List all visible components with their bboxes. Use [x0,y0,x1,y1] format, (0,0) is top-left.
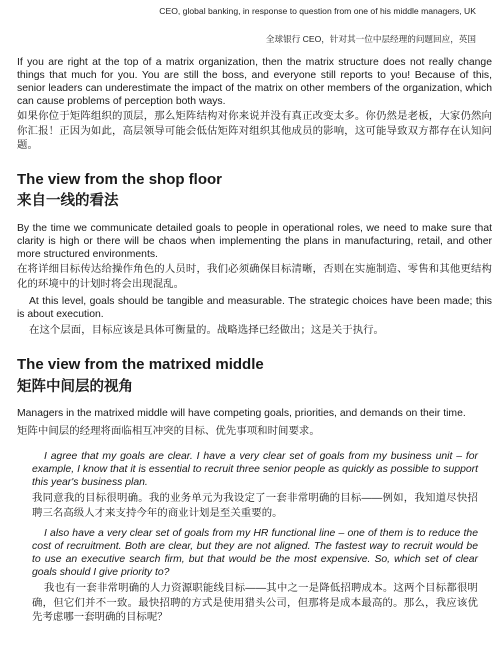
paragraph-en: Managers in the matrixed middle will have competing goals, priorities, and demands on their time. [17,408,466,419]
quote-en: I also have a very clear set of goals from my HR functional line – one of them is to reduce the cost of recruitment. Both are clear, but they are not aligned. The fastest way to recruit would be to use an executive search firm, but that would be the most expensive. So, which set of clear goals should I give priority to? [32,528,478,578]
intro-paragraph-en: If you are right at the top of a matrix organization, then the matrix structure does not really change things that much for you. You are still the boss, and everyone still reports to you! Because of this, senior leaders can underestimate the impact of the matrix on other members of the organization, which can cause problems of perception both ways. [17,57,492,107]
paragraph-zh: 在将详细目标传达给操作角色的人员时，我们必须确保目标清晰，否则在实施制造、零售和其他更结构化的环境中的计划时将会出现混乱。 [17,264,492,290]
paragraph-en: At this level, goals should be tangible and measurable. The strategic choices have been made; this is about execution. [17,296,492,320]
attribution-zh: 全球银行 CEO，针对其一位中层经理的问题回应，英国 [265,34,476,44]
intro-paragraph-zh: 如果你位于矩阵组织的顶层，那么矩阵结构对你来说并没有真正改变太多。你仍然是老板，大家仍然向你汇报！正因为如此，高层领导可能会低估矩阵对组织其他成员的影响，这可能导致双方都存在认知问题。 [17,111,492,151]
section-heading-en: The view from the shop floor [17,171,223,188]
paragraph-zh: 矩阵中间层的经理将面临相互冲突的目标、优先事项和时间要求。 [17,426,320,437]
attribution-en: CEO, global banking, in response to question from one of his middle managers, UK [159,6,476,16]
quote-en: I agree that my goals are clear. I have a very clear set of goals from my business unit – for example, I know that it is essential to recruit three senior people as quickly as possible to support this year's business plan. [32,451,478,488]
section-heading-zh: 来自一线的看法 [17,193,119,209]
quote-zh: 我同意我的目标很明确。我的业务单元为我设定了一套非常明确的目标——例如，我知道尽快招聘三名高级人才来支持今年的商业计划是至关重要的。 [32,493,478,519]
section-heading-zh: 矩阵中间层的视角 [17,379,133,395]
section-heading-en: The view from the matrixed middle [17,356,264,373]
paragraph-en: By the time we communicate detailed goals to people in operational roles, we need to make sure that clarity is high or there will be chaos when implementing the plans in manufacturing, retail, and other more structured environments. [17,223,492,260]
quote-zh: 我也有一套非常明确的人力资源职能线目标——其中之一是降低招聘成本。这两个目标都很明确，但它们并不一致。最快招聘的方式是使用猎头公司，但那将是成本最高的。那么，我应该优先考虑哪一套明确的目标呢？ [32,583,478,623]
paragraph-zh: 在这个层面，目标应该是具体可衡量的。战略选择已经做出；这是关于执行。 [29,325,384,336]
